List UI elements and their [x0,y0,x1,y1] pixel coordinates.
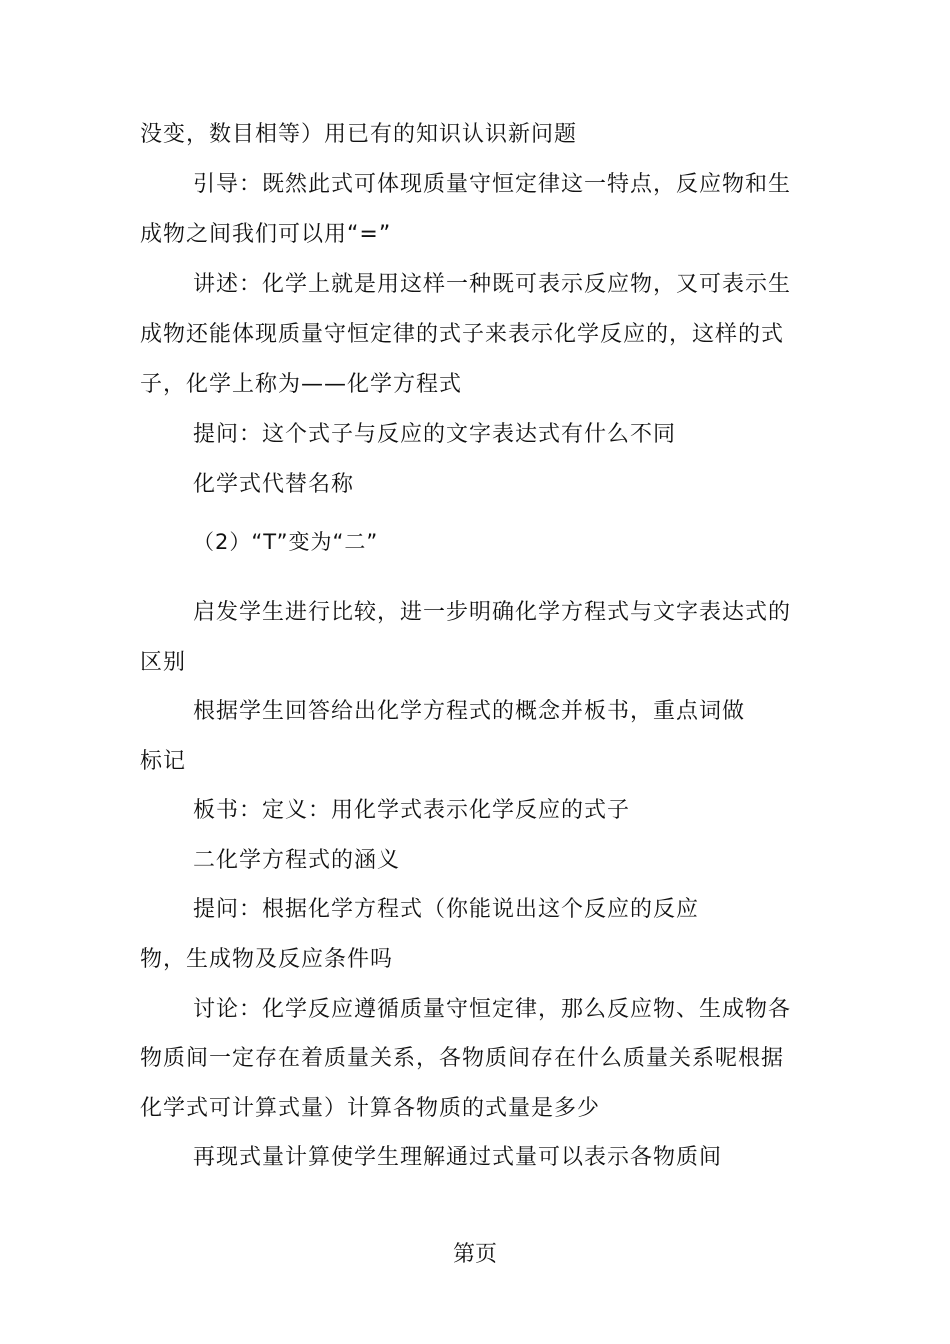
text-line: 提问：这个式子与反应的文字表达式有什么不同 [193,422,677,447]
text-line: 标记 [140,749,187,774]
text-line: 化学式代替名称 [193,472,355,497]
text-line: 二化学方程式的涵义 [193,848,401,873]
text-line: 讨论：化学反应遵循质量守恒定律，那么反应物、生成物各 [193,997,792,1022]
text-line: 板书：定义：用化学式表示化学反应的式子 [193,798,631,823]
page-footer: 第页 [452,1242,497,1267]
text-line: 成物之间我们可以用“=” [140,222,392,247]
text-line: （2）“T”变为“二” [193,530,379,554]
text-line: 成物还能体现质量守恒定律的式子来表示化学反应的，这样的式 [140,322,785,347]
text-line: 讲述：化学上就是用这样一种既可表示反应物，又可表示生 [193,272,792,297]
text-line: 区别 [140,650,187,675]
text-line: 提问：根据化学方程式（你能说出这个反应的反应 [193,897,700,922]
text-line: 启发学生进行比较，进一步明确化学方程式与文字表达式的 [193,600,792,625]
text-line: 物质间一定存在着质量关系，各物质间存在什么质量关系呢根据 [140,1046,785,1071]
text-line: 子，化学上称为——化学方程式 [140,372,463,397]
text-line: 化学式可计算式量）计算各物质的式量是多少 [140,1096,601,1121]
text-line: 物，生成物及反应条件吗 [140,947,394,972]
text-line: 根据学生回答给出化学方程式的概念并板书，重点词做 [193,699,746,724]
text-line: 再现式量计算使学生理解通过式量可以表示各物质间 [193,1145,723,1170]
text-line: 没变，数目相等）用已有的知识认识新问题 [140,122,578,147]
text-line: 引导：既然此式可体现质量守恒定律这一特点，反应物和生 [193,172,792,197]
